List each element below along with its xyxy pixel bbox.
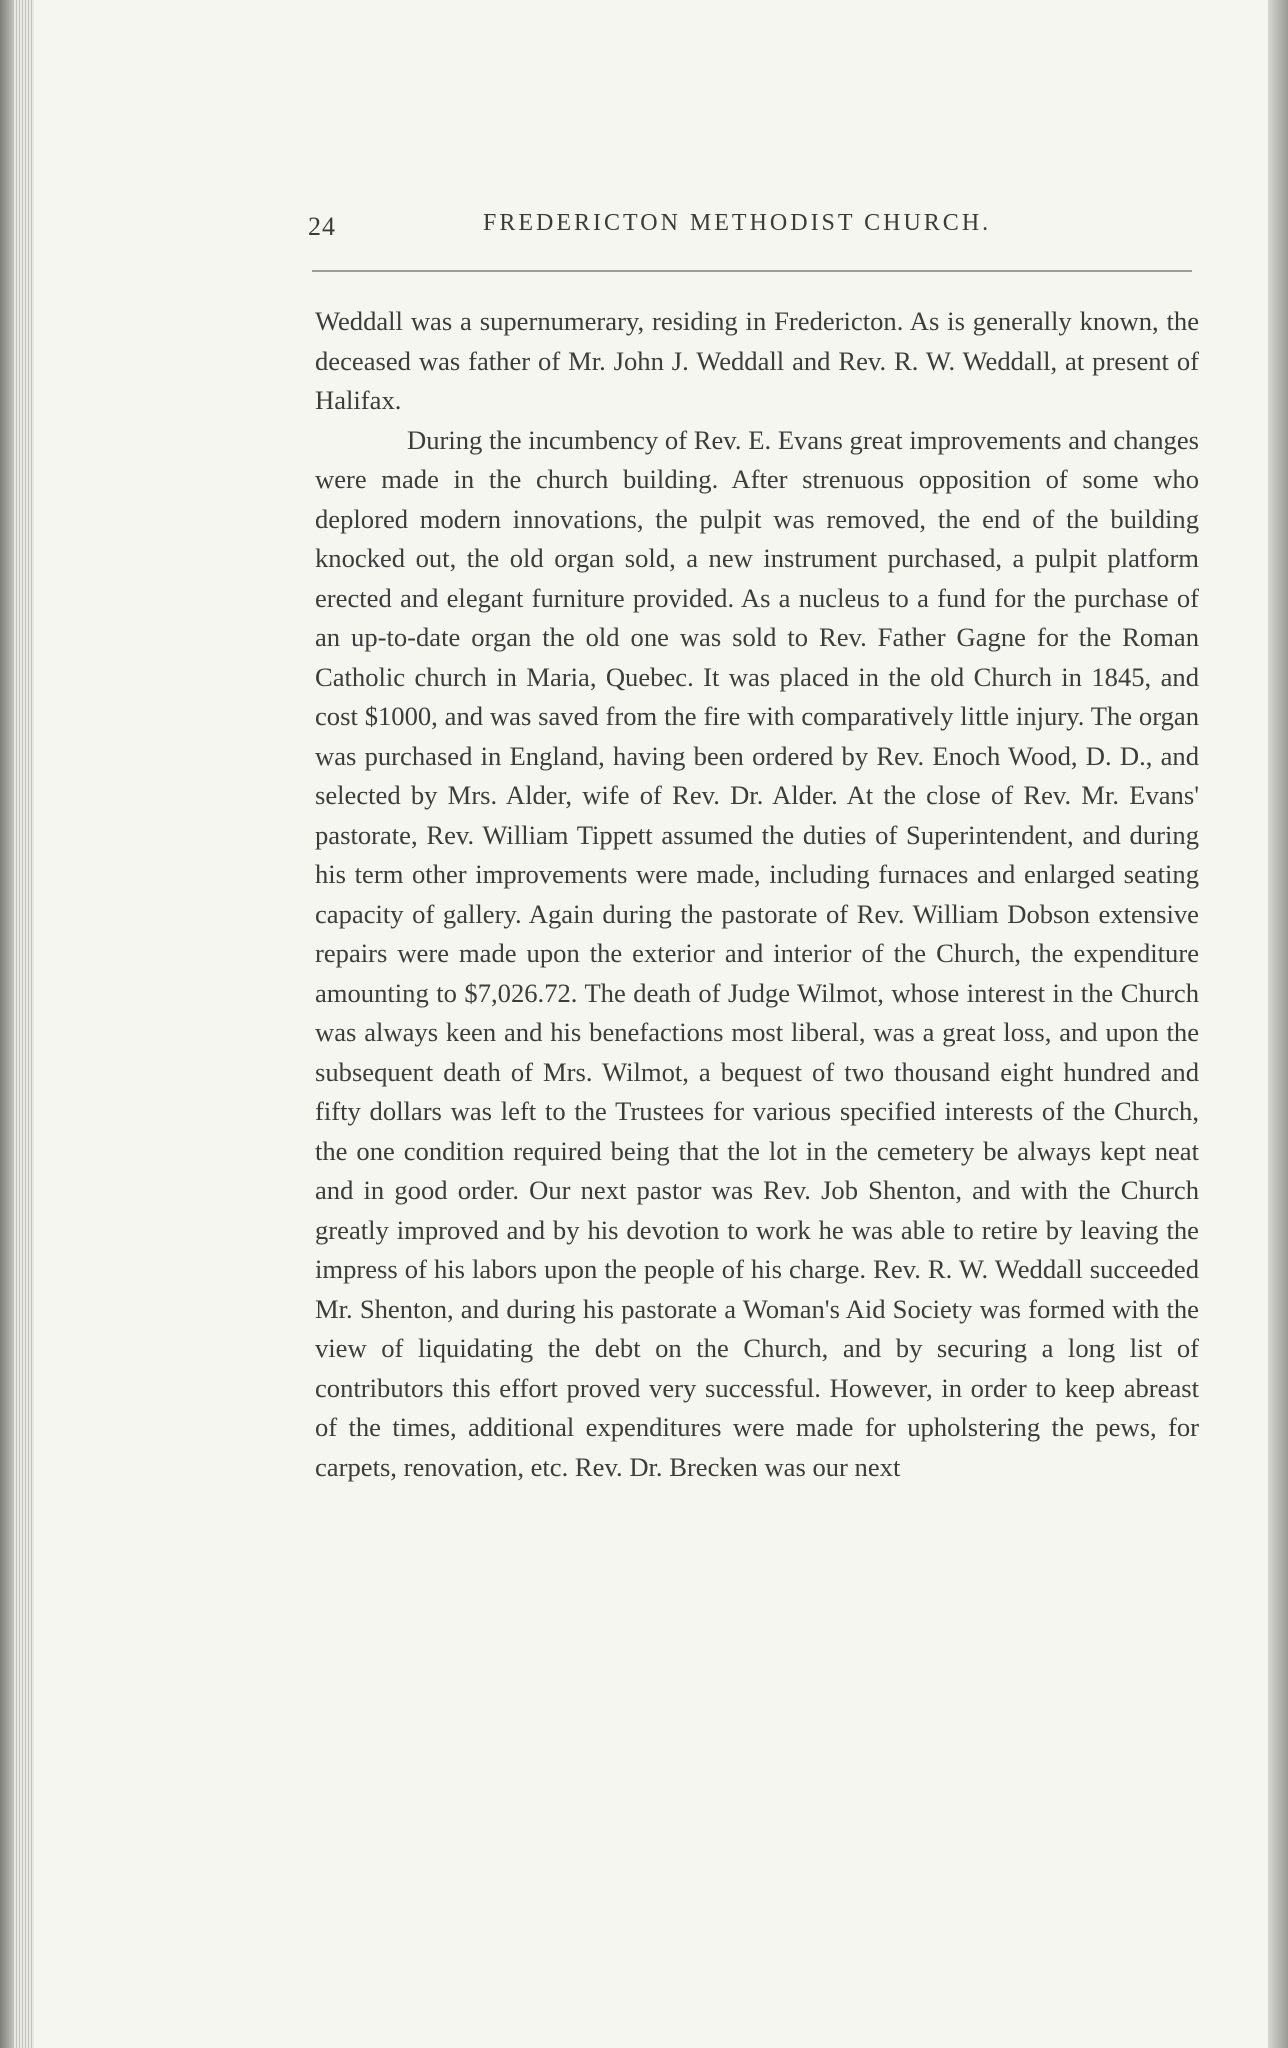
scan-right-edge (1268, 0, 1288, 2048)
running-head (308, 210, 1194, 242)
paragraph-main: During the incumbency of Rev. E. Evans great improvements and changes were made in the church building. After strenuous opposition of some who deplored modern innovations, the pulpit was removed, the end of the building knocked out, the old organ sold, a new instrument purchased, a pulpit platform erected and elegant furniture provided. As a nucleus to a fund for the purchase of an up-to-date organ the old one was sold to Rev. Father Gagne for the Roman Catholic church in Maria, Quebec. It was placed in the old Church in 1845, and cost $1000, and was saved from the fire with comparatively little injury. The organ was purchased in England, having been ordered by Rev. Enoch Wood, D. D., and selected by Mrs. Alder, wife of Rev. Dr. Alder. At the close of Rev. Mr. Evans' pastorate, Rev. William Tippett assumed the duties of Superintendent, and during his term other improvements were made, including furnaces and enlarged seating capacity of gallery. Again during the pastorate of Rev. William Dobson extensive repairs were made upon the exterior and interior of the Church, the expenditure amounting to $7,026.72. The death of Judge Wilmot, whose interest in the Church was always keen and his benefactions most liberal, was a great loss, and upon the subsequent death of Mrs. Wilmot, a bequest of two thousand eight hundred and fifty dollars was left to the Trustees for various specified interests of the Church, the one condition required being that the lot in the cemetery be always kept neat and in good order. Our next pastor was Rev. Job Shenton, and with the Church greatly improved and by his devotion to work he was able to retire by leaving the impress of his labors upon the people of his charge. Rev. R. W. Weddall succeeded Mr. Shenton, and during his pastorate a Woman's Aid Society was formed with the view of liquidating the debt on the Church, and by securing a long list of contributors this effort proved very successful. However, in order to keep abreast of the times, additional expenditures were made for upholstering the pews, for carpets, renovation, etc. Rev. Dr. Brecken was our next (315, 424, 1199, 1482)
body-text (315, 302, 1199, 1487)
running-head-title: FREDERICTON METHODIST CHURCH. (483, 210, 992, 236)
page-stack-edge (14, 0, 36, 2048)
paragraph-continued: Weddall was a supernumerary, residing in Fredericton. As is generally known, the deceased was father of Mr. John J. Weddall and Rev. R. W. Weddall, at present of Halifax. (315, 306, 1199, 415)
header-rule (312, 270, 1192, 272)
page-number: 24 (308, 212, 336, 241)
